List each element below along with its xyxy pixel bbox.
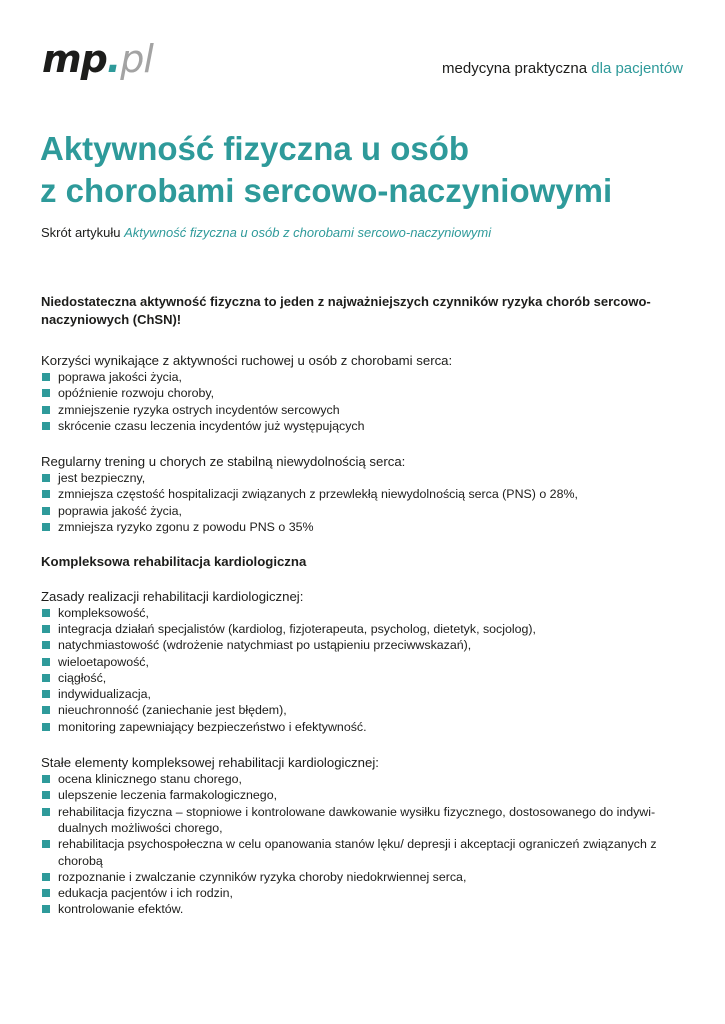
bullet-square-icon [42,690,50,698]
logo-dot: . [106,37,121,81]
list-item-text: monitoring zapewniający bezpieczeństwo i efektywność. [58,719,367,734]
bullet-square-icon [42,373,50,381]
bullet-square-icon [42,674,50,682]
abstract-line [41,225,491,240]
list-item-text: zmniejsza ryzyko zgonu z powodu PNS o 35% [58,520,314,535]
logo-pl: pl [120,37,153,81]
benefits-heading: Korzyści wynikające z aktywności ruchowej u osób z chorobami serca: [41,353,453,368]
abstract-prefix: Skrót artykułu [41,225,121,240]
bullet-square-icon [42,706,50,714]
bullet-square-icon [42,775,50,783]
list-item-text: ulepszenie leczenia farmakologicznego, [58,788,278,803]
list-item-text: indywidualizacja, [58,687,151,702]
list-item [41,637,686,653]
list-item-text: ocena klinicznego stanu chorego, [58,772,242,787]
list-item-text: edukacja pacjentów i ich rodzin, [58,886,233,901]
training-list [41,470,686,535]
page-title [40,128,690,212]
bullet-square-icon [42,840,50,848]
list-item [41,486,686,502]
training-heading: Regularny trening u chorych ze stabilną niewydolnością serca: [41,454,406,470]
list-item-text: jest bezpieczny, [58,471,146,486]
lead-paragraph: Niedostateczna aktywność fizyczna to jeden z najważniejszych czynników ryzyka chorób sercowo-naczyniowych (ChSN)! [41,294,651,327]
abstract-link[interactable]: Aktywność fizyczna u osób z chorobami sercowo-naczyniowymi [124,225,492,240]
bullet-square-icon [42,609,50,617]
list-item [41,702,686,718]
principles-list [41,605,686,735]
list-item-text: natychmiastowość (wdrożenie natychmiast po ustąpieniu przeciwwskazań), [58,638,472,653]
bullet-square-icon [42,389,50,397]
list-item [41,621,686,637]
list-item [41,901,686,917]
list-item [41,686,686,702]
list-item [41,519,686,535]
list-item [41,787,686,803]
list-item-text: rehabilitacja psychospołeczna w celu opanowania stanów lęku/ depresji i akceptacji ograniczeń związanych z chorobą [58,837,657,868]
title-line-1: Aktywność fizyczna u osób [40,130,470,167]
bullet-square-icon [42,873,50,881]
bullet-square-icon [42,625,50,633]
list-item [41,670,686,686]
list-item-text: opóźnienie rozwoju choroby, [58,386,215,401]
list-item [41,605,686,621]
list-item [41,885,686,901]
list-item [41,503,686,519]
list-item [41,719,686,735]
list-item [41,654,686,670]
list-item [41,836,686,869]
list-item [41,771,686,787]
logo-mp: mp [42,37,107,81]
bullet-square-icon [42,523,50,531]
list-item-text: poprawia jakość życia, [58,503,182,518]
list-item [41,385,686,401]
list-item-text: zmniejszenie ryzyka ostrych incydentów sercowych [58,402,340,417]
brand-tagline [442,60,683,77]
list-item-text: ciągłość, [58,670,107,685]
list-item [41,869,686,885]
bullet-square-icon [42,658,50,666]
brand-accent: dla pacjentów [591,60,683,77]
bullet-square-icon [42,808,50,816]
list-item-text: kompleksowość, [58,605,149,620]
list-item [41,369,686,385]
bullet-square-icon [42,723,50,731]
list-item-text: nieuchronność (zaniechanie jest błędem), [58,703,287,718]
list-item-text: poprawa jakości życia, [58,370,182,384]
list-item-text: zmniejsza częstość hospitalizacji związanych z przewlekłą niewydolnością serca (PNS) o 28%, [58,487,578,502]
elements-list [41,771,686,918]
bullet-square-icon [42,474,50,482]
bullet-square-icon [42,422,50,430]
bullet-square-icon [42,490,50,498]
list-item-text: rozpoznanie i zwalczanie czynników ryzyka choroby niedokrwiennej serca, [58,869,467,884]
benefits-list [41,369,686,434]
logo [42,37,153,81]
bullet-square-icon [42,905,50,913]
list-item [41,804,686,837]
bullet-square-icon [42,641,50,649]
bullet-square-icon [42,791,50,799]
bullet-square-icon [42,889,50,897]
bullet-square-icon [42,507,50,515]
bullet-square-icon [42,406,50,414]
list-item-text: kontrolowanie efektów. [58,902,184,917]
list-item [41,402,686,418]
principles-heading: Zasady realizacji rehabilitacji kardiologicznej: [41,588,304,604]
brand-main: medycyna praktyczna [442,60,588,77]
list-item [41,418,686,434]
list-item-text: wieloetapowość, [58,654,149,669]
list-item [41,470,686,486]
elements-heading: Stałe elementy kompleksowej rehabilitacji kardiologicznej: [41,755,379,771]
rehab-section-title: Kompleksowa rehabilitacja kardiologiczna [41,554,307,570]
list-item-text: skrócenie czasu leczenia incydentów już występujących [58,418,365,433]
list-item-text: integracja działań specjalistów (kardiolog, fizjoterapeuta, psycholog, dietetyk, socjolog), [58,621,536,636]
list-item-text: rehabilitacja fizyczna – stopniowe i kontrolowane dawkowanie wysiłku fizycznego, dostosowanego do indywi-dualnych możliwości chorego, [58,804,656,835]
title-line-2: z chorobami sercowo-naczyniowymi [40,172,613,209]
article-body [41,293,686,937]
